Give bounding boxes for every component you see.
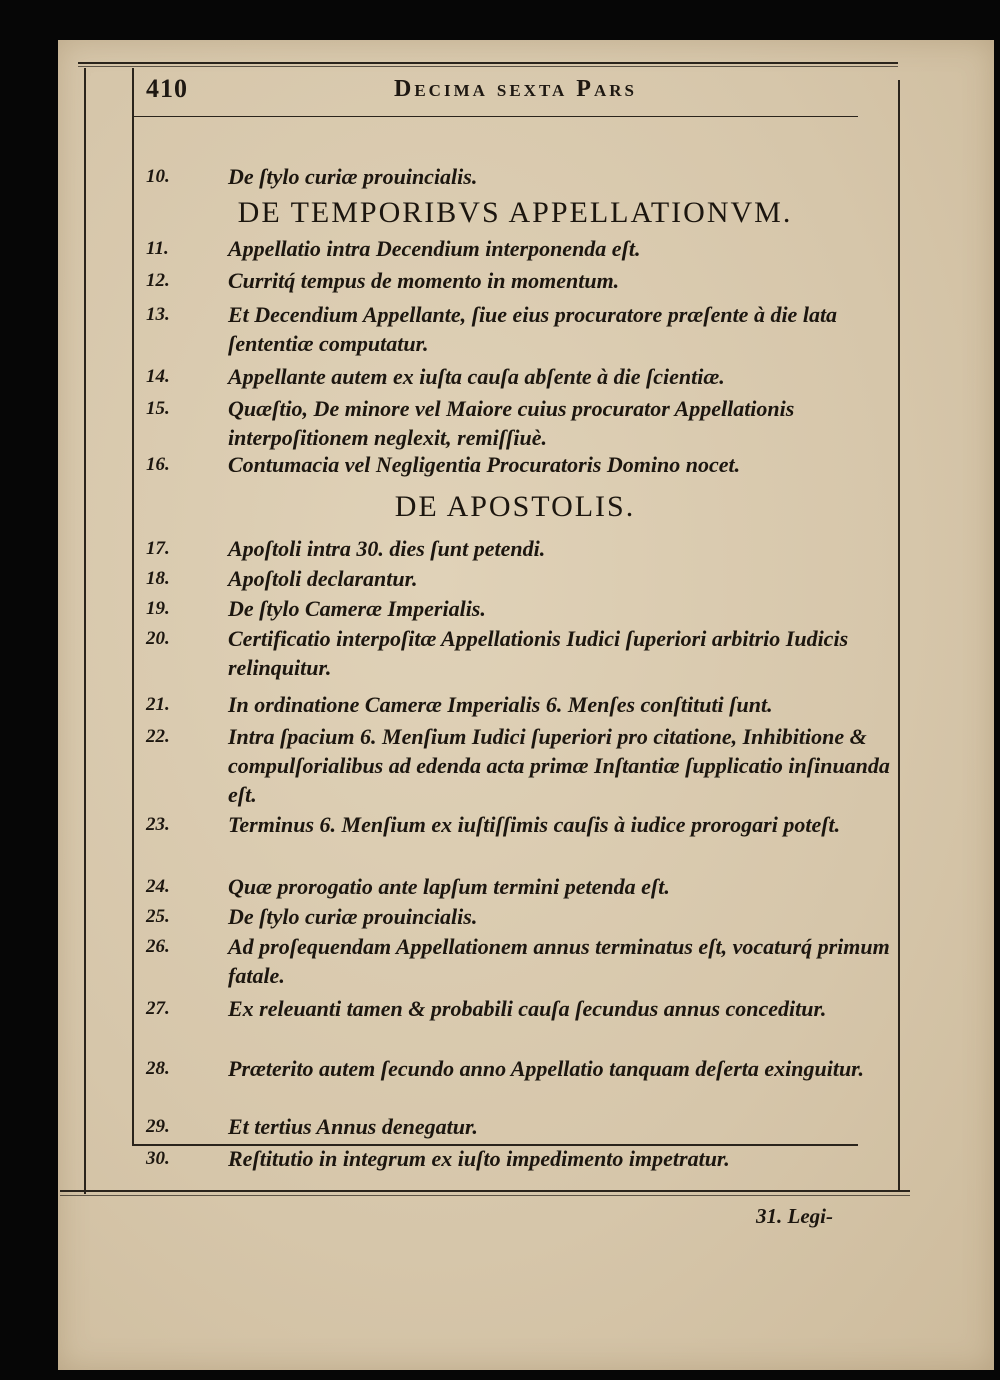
running-header [146,72,866,108]
running-title: Decima sexta Pars [394,76,637,102]
item-text: Curritq́ tempus de momento in momentum. [228,268,620,293]
item-number: 28. [146,1058,170,1079]
section-heading: DE TEMPORIBVS APPELLATIONVM. [237,196,793,229]
item-number: 18. [146,568,170,589]
item-text: De ſtylo curiæ prouincialis. [228,904,478,929]
item-number: 30. [146,1148,170,1169]
item-text: Et Decendium Appellante, ſiue eius procuratore præſente à die lata ſententiæ computatur. [228,302,838,356]
bottom-border-rule [60,1190,910,1192]
item-number: 22. [146,726,170,747]
item-number: 13. [146,304,170,325]
item-text: Terminus 6. Menſium ex iuſtiſſimis cauſis à iudice prorogari poteſt. [228,812,841,837]
item-number: 24. [146,876,170,897]
right-border-rule [898,80,900,1192]
left-border-rule [84,68,86,1194]
item-text: De ſtylo curiæ prouincialis. [228,164,478,189]
top-border-rule-inner [78,66,898,67]
item-text: Contumacia vel Negligentia Procuratoris Domino nocet. [228,452,741,477]
page-number: 410 [146,74,188,103]
item-text: De ſtylo Cameræ Imperialis. [228,596,486,621]
item-number: 11. [146,238,169,259]
header-rule [132,116,858,117]
item-text: Apoſtoli intra 30. dies ſunt petendi. [228,536,546,561]
item-text: Intra ſpacium 6. Menſium Iudici ſuperiori pro citatione, Inhibitione & compulſorialibus ad edenda acta primæ Inſtantiæ ſupplicatio inſinuanda eſt. [228,724,890,807]
item-number: 15. [146,398,170,419]
item-text: Ad proſequendam Appellationem annus terminatus eſt, vocaturq́ primum fatale. [228,934,890,988]
item-text: Certificatio interpoſitæ Appellationis Iudici ſuperiori arbitrio Iudicis relinquitur. [228,626,849,680]
item-number: 17. [146,538,170,559]
item-text: Præterito autem ſecundo anno Appellatio tanquam deſerta exinguitur. [228,1056,865,1081]
item-text: Reſtitutio in integrum ex iuſto impedimento impetratur. [228,1146,730,1171]
item-number: 27. [146,998,170,1019]
section-heading: DE APOSTOLIS. [394,490,636,523]
item-number: 19. [146,598,170,619]
item-text: Apoſtoli declarantur. [228,566,418,591]
item-number: 29. [146,1116,170,1137]
item-text: Appellatio intra Decendium interponenda eſt. [228,236,641,261]
item-number: 10. [146,166,170,187]
item-number: 12. [146,270,170,291]
item-number: 21. [146,694,170,715]
item-text: Quæſtio, De minore vel Maiore cuius procurator Appellationis interpoſitionem neglexit, remiſſiuè. [228,396,795,450]
catchword: 31. Legi- [756,1204,833,1228]
item-number: 25. [146,906,170,927]
item-number: 20. [146,628,170,649]
bottom-border-rule-inner [60,1195,910,1196]
item-text: Ex releuanti tamen & probabili cauſa ſecundus annus conceditur. [228,996,827,1021]
item-number: 14. [146,366,170,387]
item-number: 23. [146,814,170,835]
item-text: In ordinatione Cameræ Imperialis 6. Menſes conſtituti ſunt. [228,692,773,717]
item-text: Et tertius Annus denegatur. [228,1114,478,1139]
item-text: Appellante autem ex iuſta cauſa abſente à die ſcientiæ. [228,364,725,389]
item-number: 26. [146,936,170,957]
item-number: 16. [146,454,170,475]
item-text: Quæ prorogatio ante lapſum termini petenda eſt. [228,874,670,899]
top-border-rule [78,62,898,64]
